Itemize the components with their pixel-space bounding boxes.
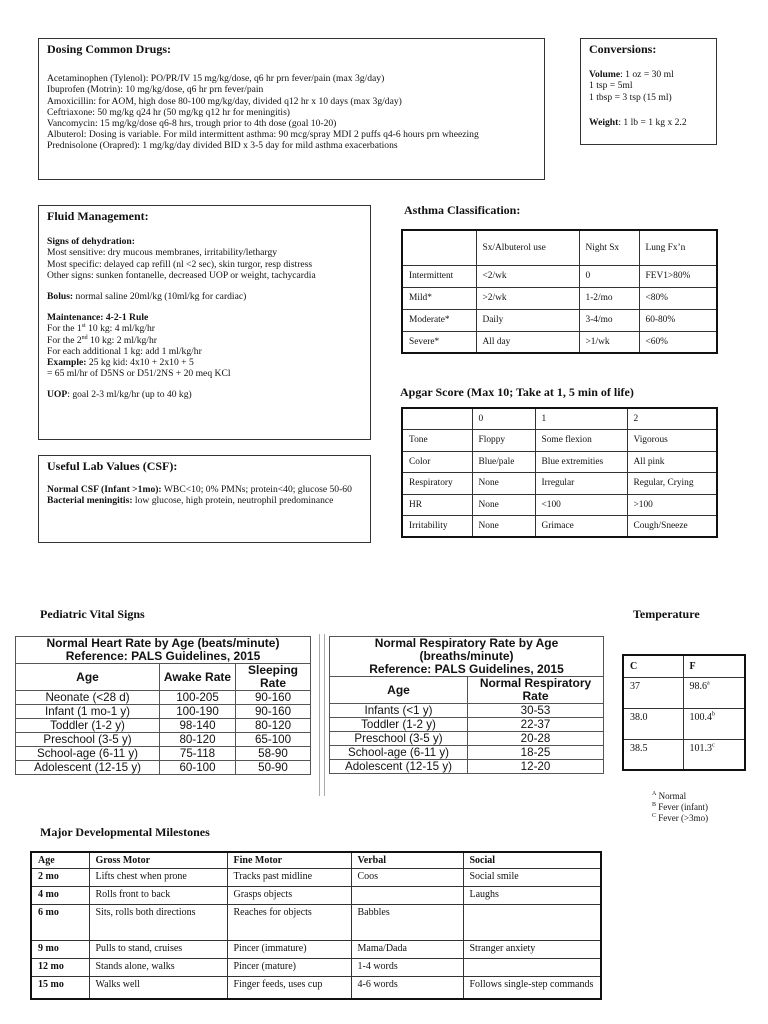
table-cell xyxy=(351,887,463,905)
hr-cell: Adolescent (12-15 y) xyxy=(16,761,160,775)
dehydration-sensitive: Most sensitive: dry mucous membranes, irritability/lethargy xyxy=(47,247,278,259)
table-cell: Sits, rolls both directions xyxy=(89,905,227,941)
header-cell: Fine Motor xyxy=(227,852,351,869)
table-cell: <100 xyxy=(535,494,627,516)
temperature-title: Temperature xyxy=(633,607,700,621)
hr-row xyxy=(16,747,311,761)
table-row xyxy=(31,941,601,959)
csf-title: Useful Lab Values (CSF): xyxy=(47,459,178,473)
milestones-table xyxy=(30,851,602,1000)
dehydration-specific: Most specific: delayed cap refill (nl <2 sec), skin turgor, resp distress xyxy=(47,258,313,270)
table-cell: Pincer (immature) xyxy=(227,941,351,959)
table-cell: 1-2/mo xyxy=(579,287,639,309)
table-cell: Pincer (mature) xyxy=(227,959,351,977)
temp-col-f: F xyxy=(683,655,745,677)
dosing-line: Vancomycin: 15 mg/kg/dose q6-8 hrs, trough prior to 4th dose (goal 10-20) xyxy=(47,118,337,130)
temp-f xyxy=(683,708,745,739)
rr-cell: Adolescent (12-15 y) xyxy=(330,760,468,774)
table-row xyxy=(31,977,601,999)
header-cell xyxy=(402,230,476,265)
table-cell: >100 xyxy=(627,494,717,516)
csf-box xyxy=(38,455,371,543)
table-cell: <2/wk xyxy=(476,265,579,287)
rr-cell: 12-20 xyxy=(468,760,604,774)
table-cell: Stranger anxiety xyxy=(463,941,601,959)
dosing-lines xyxy=(47,73,536,151)
table-cell: Some flexion xyxy=(535,430,627,452)
weight-value: : 1 lb = 1 kg x 2.2 xyxy=(618,116,687,128)
table-cell: >1/wk xyxy=(579,331,639,353)
maintenance-heading: Maintenance: 4-2-1 Rule xyxy=(47,312,149,324)
table-cell: None xyxy=(472,494,535,516)
bolus-text: normal saline 20ml/kg (10ml/kg for cardiac) xyxy=(73,291,247,303)
hr-cell: School-age (6-11 y) xyxy=(16,747,160,761)
maintenance-first: For the 1st 10 kg: 4 ml/kg/hr xyxy=(47,323,155,335)
table-cell: Finger feeds, uses cup xyxy=(227,977,351,999)
header-cell: Gross Motor xyxy=(89,852,227,869)
table-row xyxy=(31,887,601,905)
temp-note xyxy=(652,813,708,824)
header-cell: Sx/Albuterol use xyxy=(476,230,579,265)
temp-f-value: 101.3 xyxy=(689,742,712,754)
table-cell: Blue extremities xyxy=(535,451,627,473)
rr-caption: Normal Respiratory Rate by Age (breaths/minute) Reference: PALS Guidelines, 2015 xyxy=(330,637,604,677)
asthma-table xyxy=(401,229,718,354)
hr-cell: Neonate (<28 d) xyxy=(16,691,160,705)
temp-f xyxy=(683,739,745,770)
table-cell: <60% xyxy=(639,331,717,353)
table-cell: Severe* xyxy=(402,331,476,353)
hr-row xyxy=(16,705,311,719)
header-cell: Social xyxy=(463,852,601,869)
temp-note xyxy=(652,802,708,813)
table-row xyxy=(31,869,601,887)
apgar-table xyxy=(401,407,718,538)
header-cell: Night Sx xyxy=(579,230,639,265)
temp-note-marker: A xyxy=(652,791,657,797)
hr-cell: 90-160 xyxy=(236,705,311,719)
table-cell: 15 mo xyxy=(31,977,89,999)
csf-normal-label: Normal CSF (Infant >1mo): xyxy=(47,484,162,496)
header-cell xyxy=(402,408,472,430)
hr-cell: 90-160 xyxy=(236,691,311,705)
temp-f-note: a xyxy=(707,680,710,687)
table-cell: Regular, Crying xyxy=(627,473,717,495)
volume-label: Volume xyxy=(589,69,621,81)
temp-header xyxy=(623,655,745,677)
table-row xyxy=(402,494,717,516)
table-cell: Social smile xyxy=(463,869,601,887)
table-cell: Respiratory xyxy=(402,473,472,495)
rr-row xyxy=(330,704,604,718)
temp-f-value: 98.6 xyxy=(689,680,707,692)
table-cell xyxy=(463,905,601,941)
table-cell: Coos xyxy=(351,869,463,887)
table-cell: All day xyxy=(476,331,579,353)
hr-cell: 50-90 xyxy=(236,761,311,775)
table-cell: 4-6 words xyxy=(351,977,463,999)
maintenance-additional: For each additional 1 kg: add 1 ml/kg/hr xyxy=(47,345,202,357)
temperature-table xyxy=(622,654,746,771)
fluid-box xyxy=(38,205,371,440)
table-cell: None xyxy=(472,473,535,495)
temp-note xyxy=(652,791,708,802)
table-cell: Moderate* xyxy=(402,309,476,331)
table-cell: Daily xyxy=(476,309,579,331)
table-row xyxy=(402,287,717,309)
table-header xyxy=(402,408,717,430)
dosing-line: Albuterol: Dosing is variable. For mild intermittent asthma: 90 mcg/spray MDI 2 puffs q4-6 hours prn wheezing xyxy=(47,129,479,141)
hr-cell: 75-118 xyxy=(160,747,236,761)
uop-label: UOP xyxy=(47,389,68,401)
table-cell: FEV1>80% xyxy=(639,265,717,287)
table-header xyxy=(402,230,717,265)
rr-cell: 18-25 xyxy=(468,746,604,760)
volume-tbsp: 1 tbsp = 3 tsp (15 ml) xyxy=(589,91,672,103)
hr-caption: Normal Heart Rate by Age (beats/minute) Reference: PALS Guidelines, 2015 xyxy=(16,637,311,664)
table-row xyxy=(31,959,601,977)
table-cell: Stands alone, walks xyxy=(89,959,227,977)
header-cell: 0 xyxy=(472,408,535,430)
temp-note-marker: B xyxy=(652,802,657,808)
rr-cell: School-age (6-11 y) xyxy=(330,746,468,760)
uop-text: : goal 2-3 ml/kg/hr (up to 40 kg) xyxy=(67,389,192,401)
header-cell: Lung Fx’n xyxy=(639,230,717,265)
hr-col-sleep: Sleeping Rate xyxy=(236,664,311,691)
fluid-title: Fluid Management: xyxy=(47,209,149,223)
table-cell: Mama/Dada xyxy=(351,941,463,959)
vitals-title: Pediatric Vital Signs xyxy=(40,607,145,621)
table-row xyxy=(402,451,717,473)
temp-f-note: c xyxy=(712,742,715,749)
table-row xyxy=(402,430,717,452)
hr-cell: 98-140 xyxy=(160,719,236,733)
table-cell: Follows single-step commands xyxy=(463,977,601,999)
example-result: = 65 ml/hr of D5NS or D51/2NS + 20 meq KCl xyxy=(47,368,231,380)
table-cell: Blue/pale xyxy=(472,451,535,473)
table-cell: 9 mo xyxy=(31,941,89,959)
rr-cell: Toddler (1-2 y) xyxy=(330,718,468,732)
table-cell: 2 mo xyxy=(31,869,89,887)
table-cell: Grimace xyxy=(535,516,627,538)
table-cell: Walks well xyxy=(89,977,227,999)
hr-cell: Infant (1 mo-1 y) xyxy=(16,705,160,719)
volume-value: : 1 oz = 30 ml xyxy=(620,69,674,81)
weight-label: Weight xyxy=(589,116,619,128)
temp-note-text: Normal xyxy=(656,791,687,801)
table-cell: 60-80% xyxy=(639,309,717,331)
temp-col-c: C xyxy=(623,655,683,677)
dosing-line: Prednisolone (Orapred): 1 mg/kg/day divided BID x 3-5 day for mild asthma exacerbations xyxy=(47,140,398,152)
csf-normal-text: WBC<10; 0% PMNs; protein<40; glucose 50-60 xyxy=(161,484,352,496)
rr-cell: 20-28 xyxy=(468,732,604,746)
heart-rate-table xyxy=(15,636,311,775)
rr-col-age: Age xyxy=(330,677,468,704)
hr-row xyxy=(16,691,311,705)
hr-cell: 80-120 xyxy=(236,719,311,733)
temp-f-value: 100.4 xyxy=(689,711,712,723)
rr-cell: 30-53 xyxy=(468,704,604,718)
temp-c: 38.5 xyxy=(623,739,683,770)
table-cell: Color xyxy=(402,451,472,473)
bolus-label: Bolus: xyxy=(47,291,74,303)
table-cell: 3-4/mo xyxy=(579,309,639,331)
table-row xyxy=(402,309,717,331)
rr-col-rate: Normal Respiratory Rate xyxy=(468,677,604,704)
hr-cell: Preschool (3-5 y) xyxy=(16,733,160,747)
temp-note-text: Fever (infant) xyxy=(656,802,708,812)
rr-cell: Preschool (3-5 y) xyxy=(330,732,468,746)
hr-cell: 80-120 xyxy=(160,733,236,747)
hr-cell: 100-205 xyxy=(160,691,236,705)
hr-cell: 65-100 xyxy=(236,733,311,747)
hr-row xyxy=(16,733,311,747)
dosing-box xyxy=(38,38,545,180)
resp-rate-table xyxy=(329,636,604,774)
rr-row xyxy=(330,746,604,760)
rr-row xyxy=(330,760,604,774)
temp-note-text: Fever (>3mo) xyxy=(656,813,709,823)
table-cell: Irregular xyxy=(535,473,627,495)
temp-f xyxy=(683,677,745,708)
asthma-title: Asthma Classification: xyxy=(404,203,521,217)
table-cell: 0 xyxy=(579,265,639,287)
temp-note-marker: C xyxy=(652,813,657,819)
table-cell: Cough/Sneeze xyxy=(627,516,717,538)
table-cell: 1-4 words xyxy=(351,959,463,977)
conversions-title: Conversions: xyxy=(589,42,657,56)
table-cell: >2/wk xyxy=(476,287,579,309)
table-cell: Tracks past midline xyxy=(227,869,351,887)
table-cell: Tone xyxy=(402,430,472,452)
rr-row xyxy=(330,732,604,746)
temperature-notes xyxy=(652,791,708,824)
table-cell: Reaches for objects xyxy=(227,905,351,941)
header-cell: Verbal xyxy=(351,852,463,869)
rr-row xyxy=(330,718,604,732)
hr-cell: 100-190 xyxy=(160,705,236,719)
hr-row xyxy=(16,761,311,775)
dosing-line: Ceftriaxone: 50 mg/kg q24 hr (50 mg/kg q12 hr for meningitis) xyxy=(47,106,291,118)
table-cell: Mild* xyxy=(402,287,476,309)
hr-row xyxy=(16,719,311,733)
table-cell: 12 mo xyxy=(31,959,89,977)
table-cell: Irritability xyxy=(402,516,472,538)
temp-row xyxy=(623,739,745,770)
temp-row xyxy=(623,708,745,739)
dosing-line: Ibuprofen (Motrin): 10 mg/kg/dose, q6 hr prn fever/pain xyxy=(47,84,264,96)
hr-col-awake: Awake Rate xyxy=(160,664,236,691)
table-cell: 4 mo xyxy=(31,887,89,905)
example-text: 25 kg kid: 4x10 + 2x10 + 5 xyxy=(86,357,194,369)
vitals-divider xyxy=(319,634,325,796)
header-cell: 2 xyxy=(627,408,717,430)
hr-col-age: Age xyxy=(16,664,160,691)
dosing-line: Amoxicillin: for AOM, high dose 80-100 mg/kg/day, divided q12 hr x 10 days (max 3g/day) xyxy=(47,95,402,107)
table-row xyxy=(402,473,717,495)
maintenance-second: For the 2nd 10 kg: 2 ml/kg/hr xyxy=(47,334,157,346)
temp-row xyxy=(623,677,745,708)
table-cell xyxy=(463,959,601,977)
hr-cell: 58-90 xyxy=(236,747,311,761)
table-cell: Intermittent xyxy=(402,265,476,287)
table-cell: Floppy xyxy=(472,430,535,452)
temp-c: 37 xyxy=(623,677,683,708)
example-label: Example: xyxy=(47,357,87,369)
dehydration-heading: Signs of dehydration: xyxy=(47,236,135,248)
dosing-line: Acetaminophen (Tylenol): PO/PR/IV 15 mg/kg/dose, q6 hr prn fever/pain (max 3g/day) xyxy=(47,73,385,85)
table-row xyxy=(402,516,717,538)
table-cell: Lifts chest when prone xyxy=(89,869,227,887)
table-cell: None xyxy=(472,516,535,538)
table-cell: Babbles xyxy=(351,905,463,941)
rr-cell: Infants (<1 y) xyxy=(330,704,468,718)
csf-meningitis-label: Bacterial meningitis: xyxy=(47,495,133,507)
table-cell: 6 mo xyxy=(31,905,89,941)
volume-tsp: 1 tsp = 5ml xyxy=(589,80,633,92)
hr-cell: Toddler (1-2 y) xyxy=(16,719,160,733)
table-cell: All pink xyxy=(627,451,717,473)
header-cell: 1 xyxy=(535,408,627,430)
table-cell: Pulls to stand, cruises xyxy=(89,941,227,959)
conversions-box xyxy=(580,38,717,145)
dehydration-other: Other signs: sunken fontanelle, decreased UOP or weight, tachycardia xyxy=(47,269,316,281)
milestones-title: Major Developmental Milestones xyxy=(40,825,210,839)
table-row xyxy=(31,905,601,941)
table-cell: Rolls front to back xyxy=(89,887,227,905)
table-cell: Laughs xyxy=(463,887,601,905)
apgar-title: Apgar Score (Max 10; Take at 1, 5 min of life) xyxy=(400,385,634,399)
table-row xyxy=(402,331,717,353)
rr-cell: 22-37 xyxy=(468,718,604,732)
table-cell: HR xyxy=(402,494,472,516)
table-cell: Grasps objects xyxy=(227,887,351,905)
table-cell: <80% xyxy=(639,287,717,309)
header-cell: Age xyxy=(31,852,89,869)
hr-cell: 60-100 xyxy=(160,761,236,775)
temp-c: 38.0 xyxy=(623,708,683,739)
table-row xyxy=(402,265,717,287)
table-header xyxy=(31,852,601,869)
table-cell: Vigorous xyxy=(627,430,717,452)
csf-meningitis-text: low glucose, high protein, neutrophil predominance xyxy=(132,495,334,507)
temp-f-note: b xyxy=(712,711,715,718)
dosing-title: Dosing Common Drugs: xyxy=(47,42,172,56)
